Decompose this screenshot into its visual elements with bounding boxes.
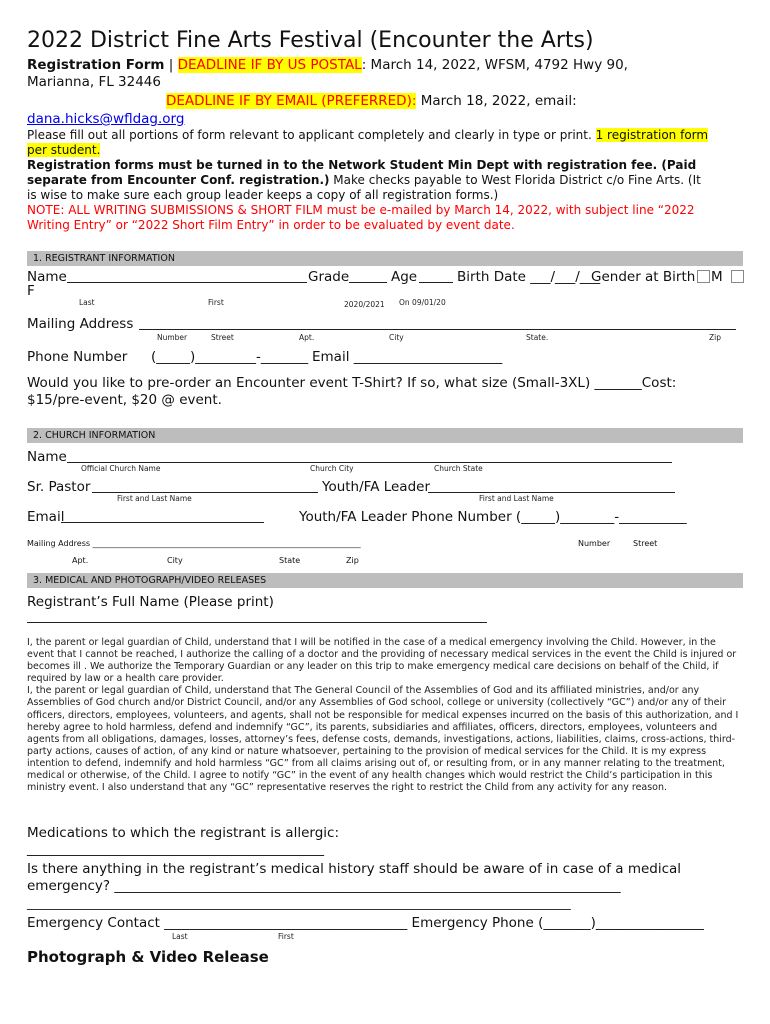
one-per-student-b: per student. <box>27 143 101 157</box>
history-input-2[interactable]: _______________________________________________________________________________________ <box>27 895 571 910</box>
separator: | <box>164 57 178 73</box>
pastor-label: Sr. Pastor <box>27 479 91 495</box>
email-deadline-line <box>166 93 577 109</box>
postal-address: Marianna, FL 32446 <box>27 74 161 90</box>
sub-street: Street <box>211 333 234 342</box>
history-question-1: Is there anything in the registrant’s medical history staff should be aware of in case of a medical <box>27 861 682 877</box>
full-name-label: Registrant’s Full Name (Please print) <box>27 594 274 610</box>
sub-official-church: Official Church Name <box>81 464 161 473</box>
payable-text: Make checks payable to West Florida District c/o Fine Arts. (It <box>329 173 701 187</box>
phone-input[interactable]: (_____)_________-_______ <box>151 349 309 365</box>
church-name-input[interactable] <box>67 462 672 463</box>
mailing-address-label: Mailing Address <box>27 316 134 332</box>
youth-leader-input[interactable] <box>428 492 675 493</box>
youth-phone-input[interactable]: Youth/FA Leader Phone Number (_____)________-__________ <box>299 509 687 525</box>
payable-text-2: is wise to make sure each group leader keeps a copy of all registration forms.) <box>27 188 499 202</box>
page-title: 2022 District Fine Arts Festival (Encounter the Arts) <box>27 28 594 53</box>
mailing-address-input[interactable] <box>139 329 736 330</box>
section-header-medical: 3. MEDICAL AND PHOTOGRAPH/VIDEO RELEASES <box>27 573 743 588</box>
sub-church-street: Street <box>633 539 658 548</box>
legal-paragraph-2: I, the parent or legal guardian of Child, understand that The General Council of the Assemblies of God and its affiliated ministries, and/or any Assemblies of God church and/or District Council, and/or any Assemblies of God school, college or university (collectively “GC”) and/or any of their officers, directors, employees, volunteers, and agents, shall not be responsible for medical expenses incurred on the basis of this authorization, and I hereby agree to hold harmless, defend and indemnify “GC”, its parents, subsidiaries and affiliates, officers, directors, employees, volunteers and agents from all obligations, damages, losses, attorney’s fees, defense costs, demands, investigations, actions, liabilities, claims, cross-actions, third-party actions, causes of action, of any kind or nature whatsoever, pertaining to the provision of medical services for the Child. It is my express intention to defend, indemnify and hold harmless “GC” from all claims arising out of, or resulting from, or in any manner relating to the treatment, medical or otherwise, of the Child. I agree to notify “GC” in the event of any health changes which would restrict the Child’s participation in this ministry event. I also understand that any “GC” representative reserves the right to restrict the Child from any activity for any reason. <box>27 685 739 794</box>
tshirt-question-1: Would you like to pre-order an Encounter event T-Shirt? If so, what size (Small-3XL) _______Cost: <box>27 375 677 391</box>
photo-release-heading: Photograph & Video Release <box>27 948 269 966</box>
section-header-church: 2. CHURCH INFORMATION <box>27 428 743 443</box>
one-per-student-a: 1 registration form <box>595 128 709 142</box>
sub-first-last-youth: First and Last Name <box>479 494 554 503</box>
sub-church-city: Church City <box>310 464 354 473</box>
youth-leader-label: Youth/FA Leader <box>322 479 431 495</box>
sub-city: City <box>389 333 404 342</box>
sub-number: Number <box>157 333 188 342</box>
note-line-2: Writing Entry” or “2022 Short Film Entry” in order to be evaluated by event date. <box>27 218 515 232</box>
sub-first: First <box>208 298 224 307</box>
sub-apt: Apt. <box>299 333 315 342</box>
pastor-input[interactable] <box>92 492 318 493</box>
email-link[interactable]: dana.hicks@wfldag.org <box>27 111 185 127</box>
grade-input[interactable] <box>349 282 387 283</box>
note-line-1: NOTE: ALL WRITING SUBMISSIONS & SHORT FILM must be e-mailed by March 14, 2022, with subject line “2022 <box>27 203 695 217</box>
section-header-registrant: 1. REGISTRANT INFORMATION <box>27 251 743 266</box>
postal-detail: : March 14, 2022, WFSM, 4792 Hwy 90, <box>361 57 628 73</box>
sub-year: 2020/2021 <box>344 300 385 309</box>
gender-m-label: M <box>711 269 723 285</box>
deadline-email: DEADLINE IF BY EMAIL (PREFERRED): <box>166 93 417 109</box>
bold-instruction-2: separate from Encounter Conf. registration.) <box>27 173 330 187</box>
fill-instructions: Please fill out all portions of form relevant to applicant completely and clearly in type or print. <box>27 128 596 142</box>
email-input[interactable]: Email ______________________ <box>312 349 503 365</box>
sub-on-date: On 09/01/20 <box>399 298 446 307</box>
registration-form-label: Registration Form <box>27 57 165 73</box>
gender-m-checkbox[interactable] <box>697 270 710 283</box>
church-email-label: Email <box>27 509 65 525</box>
sub-church-apt: Apt. <box>72 556 89 565</box>
grade-label: Grade <box>308 269 350 285</box>
age-input[interactable] <box>419 282 453 283</box>
sub-church-state2: State <box>279 556 301 565</box>
church-email-input[interactable] <box>61 522 264 523</box>
sub-church-zip: Zip <box>346 556 359 565</box>
gender-f-label: F <box>27 283 35 299</box>
bold-instruction-1: Registration forms must be turned in to the Network Student Min Dept with registration fee. (Paid <box>27 158 697 172</box>
age-label: Age <box>391 269 418 285</box>
tshirt-question-2: $15/pre-event, $20 @ event. <box>27 392 222 408</box>
sub-church-state: Church State <box>434 464 483 473</box>
phone-label: Phone Number <box>27 349 128 365</box>
sub-zip: Zip <box>709 333 721 342</box>
gender-label: Gender at Birth <box>591 269 696 285</box>
church-mailing-address[interactable]: Mailing Address ___________________________________________________________________ <box>27 539 361 548</box>
deadline-postal: DEADLINE IF BY US POSTAL <box>177 57 362 73</box>
full-name-input[interactable] <box>27 622 487 623</box>
sub-emergency-last: Last <box>172 932 188 941</box>
sub-last: Last <box>79 298 95 307</box>
name-label: Name <box>27 269 67 285</box>
name-input[interactable] <box>67 282 307 283</box>
birth-date-label: Birth Date ___/___/___ <box>457 269 601 285</box>
sub-state: State. <box>526 333 549 342</box>
legal-text <box>27 637 743 794</box>
medications-label: Medications to which the registrant is allergic: <box>27 825 339 841</box>
church-name-label: Name <box>27 449 67 465</box>
history-input[interactable]: emergency? ___________________________________________________________________________ <box>27 878 621 894</box>
intro-line-payable <box>27 173 701 187</box>
medications-input[interactable]: ____________________________________________ <box>27 841 324 857</box>
sub-first-last-pastor: First and Last Name <box>117 494 192 503</box>
registration-line <box>27 57 628 73</box>
gender-f-checkbox[interactable] <box>731 270 744 283</box>
sub-church-city2: City <box>167 556 183 565</box>
emergency-contact-line[interactable]: Emergency Contact ____________________________________ Emergency Phone (_______)________________ <box>27 915 704 931</box>
legal-paragraph-1: I, the parent or legal guardian of Child, understand that I will be notified in the case of a medical emergency involving the Child. However, in the event that I cannot be reached, I authorize the calling of a doctor and the providing of necessary medical services in the event the Child is injured or becomes ill . We authorize the Temporary Guardian or any leader on this trip to make emergency medical care decisions on behalf of the Child, if required by law or a health care provider. <box>27 637 737 685</box>
sub-emergency-first: First <box>278 932 294 941</box>
sub-church-number: Number <box>578 539 611 548</box>
intro-line-1 <box>27 128 708 142</box>
email-detail: March 18, 2022, email: <box>416 93 577 109</box>
